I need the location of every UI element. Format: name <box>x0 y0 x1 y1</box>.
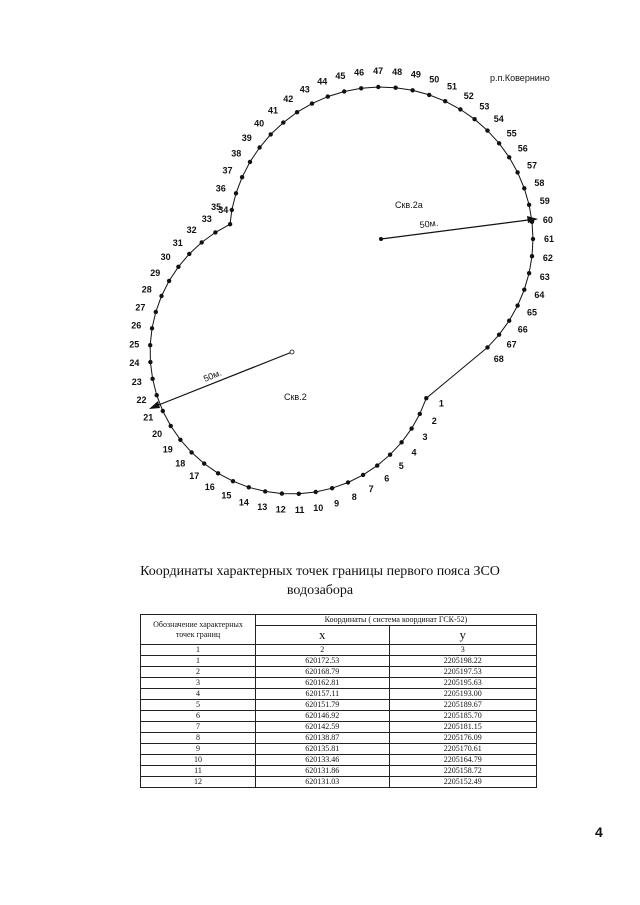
x-coordinate-cell: 620142.59 <box>256 722 390 733</box>
boundary-point <box>263 489 267 493</box>
boundary-point <box>216 471 220 475</box>
boundary-line <box>150 87 533 494</box>
x-coordinate-cell: 620168.79 <box>256 667 390 678</box>
y-coordinate-cell: 2205158.72 <box>389 766 536 777</box>
point-label: 38 <box>231 148 242 159</box>
point-label: 6 <box>384 473 390 484</box>
point-label: 54 <box>493 114 504 125</box>
boundary-point <box>234 191 238 195</box>
x-coordinate-cell: 620138.87 <box>256 733 390 744</box>
point-label: 45 <box>335 71 346 81</box>
point-number-cell: 10 <box>141 755 256 766</box>
point-label: 17 <box>189 471 200 482</box>
point-label: 24 <box>129 358 140 369</box>
y-coordinate-cell: 2205176.09 <box>389 733 536 744</box>
boundary-point <box>280 491 284 495</box>
point-label: 52 <box>463 90 474 101</box>
point-label: 13 <box>257 502 268 513</box>
radius-arrowhead-well-2 <box>149 401 160 409</box>
boundary-point <box>515 170 519 174</box>
point-label: 61 <box>543 234 555 244</box>
boundary-point <box>231 479 235 483</box>
point-label: 47 <box>373 66 384 76</box>
point-label: 57 <box>526 160 538 171</box>
boundary-point <box>159 294 163 298</box>
table-row <box>141 689 537 700</box>
point-label: 2 <box>431 415 437 426</box>
boundary-point <box>257 145 261 149</box>
point-label: 40 <box>254 118 265 129</box>
point-label: 18 <box>175 458 186 469</box>
boundary-point <box>189 450 193 454</box>
place-label: р.п.Ковернино <box>490 73 550 83</box>
boundary-point <box>310 101 314 105</box>
point-label: 3 <box>422 432 428 443</box>
boundary-point <box>472 117 476 121</box>
point-label: 43 <box>299 84 310 95</box>
boundary-point <box>169 424 173 428</box>
boundary-point <box>522 288 526 292</box>
table-row <box>141 678 537 689</box>
column-number: 3 <box>389 645 536 656</box>
page-number: 4 <box>595 824 603 840</box>
point-label: 51 <box>446 81 458 92</box>
boundary-point <box>167 279 171 283</box>
boundary-point <box>148 360 152 364</box>
point-label: 67 <box>506 339 517 350</box>
point-designation-header: Обозначение характерных точек границ <box>141 615 256 645</box>
boundary-point <box>155 393 159 397</box>
point-number-cell: 3 <box>141 678 256 689</box>
point-number-cell: 7 <box>141 722 256 733</box>
boundary-point <box>187 252 191 256</box>
boundary-point <box>418 412 422 416</box>
boundary-point <box>342 89 346 93</box>
point-label: 63 <box>539 271 550 282</box>
well-2a-label: Скв.2а <box>395 200 423 210</box>
boundary-point <box>527 203 531 207</box>
boundary-point <box>485 345 489 349</box>
point-label: 29 <box>150 267 161 278</box>
y-coordinate-cell: 2205152.49 <box>389 777 536 788</box>
boundary-point <box>202 461 206 465</box>
point-label: 62 <box>542 253 553 263</box>
table-row <box>141 700 537 711</box>
table-row <box>141 667 537 678</box>
point-label: 12 <box>275 504 286 515</box>
boundary-point <box>230 208 234 212</box>
y-coordinate-cell: 2205198.22 <box>389 656 536 667</box>
boundary-point <box>228 222 232 226</box>
point-label: 1 <box>438 398 444 409</box>
boundary-point <box>154 310 158 314</box>
point-label: 59 <box>539 196 550 207</box>
point-label: 44 <box>317 76 328 87</box>
y-coordinate-cell: 2205189.67 <box>389 700 536 711</box>
point-label: 49 <box>410 69 421 80</box>
boundary-point <box>359 86 363 90</box>
boundary-point <box>427 93 431 97</box>
point-label: 64 <box>534 290 545 301</box>
point-number-cell: 6 <box>141 711 256 722</box>
table-row <box>141 755 537 766</box>
point-label: 10 <box>313 502 324 513</box>
point-label: 30 <box>160 252 171 263</box>
point-label: 19 <box>162 444 173 455</box>
point-label: 27 <box>135 302 146 313</box>
boundary-point <box>515 303 519 307</box>
point-label: 68 <box>493 353 504 364</box>
point-label: 55 <box>506 128 517 139</box>
point-number-cell: 1 <box>141 656 256 667</box>
point-label: 53 <box>479 101 490 112</box>
point-number-cell: 9 <box>141 744 256 755</box>
boundary-point <box>399 440 403 444</box>
boundary-point <box>346 480 350 484</box>
boundary-layer <box>148 85 538 496</box>
point-number-cell: 2 <box>141 667 256 678</box>
column-number: 1 <box>141 645 256 656</box>
boundary-point <box>150 326 154 330</box>
point-label: 11 <box>294 504 305 515</box>
point-label: 39 <box>241 132 252 143</box>
boundary-point <box>297 492 301 496</box>
y-coordinate-cell: 2205181.15 <box>389 722 536 733</box>
y-coordinate-cell: 2205170.61 <box>389 744 536 755</box>
boundary-point <box>522 186 526 190</box>
point-label: 26 <box>131 320 142 331</box>
x-coordinate-cell: 620157.11 <box>256 689 390 700</box>
point-number-cell: 12 <box>141 777 256 788</box>
boundary-point <box>530 254 534 258</box>
coordinates-table-body <box>141 656 537 788</box>
table-row <box>141 744 537 755</box>
boundary-point <box>150 377 154 381</box>
table-row <box>141 722 537 733</box>
boundary-point <box>361 473 365 477</box>
point-label: 21 <box>143 412 154 423</box>
point-label: 66 <box>517 324 528 335</box>
point-label: 34 <box>218 204 229 215</box>
boundary-point <box>507 319 511 323</box>
y-coordinate-cell: 2205185.70 <box>389 711 536 722</box>
x-coordinate-cell: 620131.03 <box>256 777 390 788</box>
point-label: 58 <box>534 177 545 188</box>
radius-line-well-2 <box>151 352 292 408</box>
boundary-point <box>375 463 379 467</box>
boundary-point <box>213 230 217 234</box>
boundary-point <box>527 271 531 275</box>
point-label: 42 <box>283 93 294 104</box>
well-2a-center <box>379 237 383 241</box>
boundary-point <box>376 85 380 89</box>
boundary-point <box>314 490 318 494</box>
column-number: 2 <box>256 645 390 656</box>
boundary-point <box>410 88 414 92</box>
point-label: 60 <box>542 215 553 225</box>
point-label: 46 <box>354 67 365 78</box>
radius-label-well-2a: 50м. <box>419 217 439 230</box>
point-label: 16 <box>204 481 215 492</box>
boundary-point <box>330 486 334 490</box>
x-column-header: x <box>256 626 390 645</box>
boundary-point <box>295 110 299 114</box>
point-label: 65 <box>526 307 538 318</box>
point-label: 28 <box>141 284 152 295</box>
boundary-point <box>178 438 182 442</box>
boundary-point <box>240 175 244 179</box>
x-coordinate-cell: 620131.86 <box>256 766 390 777</box>
point-label: 41 <box>267 105 279 116</box>
y-coordinate-cell: 2205193.00 <box>389 689 536 700</box>
boundary-point <box>161 409 165 413</box>
y-column-header: y <box>389 626 536 645</box>
boundary-point <box>148 343 152 347</box>
point-number-cell: 5 <box>141 700 256 711</box>
point-number-cell: 4 <box>141 689 256 700</box>
point-label: 23 <box>131 376 142 387</box>
x-coordinate-cell: 620135.81 <box>256 744 390 755</box>
radius-label-well-2: 50м. <box>202 367 224 384</box>
x-coordinate-cell: 620172.53 <box>256 656 390 667</box>
point-label: 25 <box>129 339 140 350</box>
boundary-point <box>531 237 535 241</box>
table-row <box>141 766 537 777</box>
point-label: 33 <box>201 214 212 224</box>
boundary-point <box>200 240 204 244</box>
x-coordinate-cell: 620133.46 <box>256 755 390 766</box>
table-row <box>141 711 537 722</box>
boundary-point <box>248 160 252 164</box>
boundary-point <box>497 141 501 145</box>
point-label: 20 <box>152 429 163 440</box>
table-row <box>141 733 537 744</box>
point-label: 56 <box>517 143 528 154</box>
boundary-point <box>507 155 511 159</box>
point-label: 48 <box>392 66 403 77</box>
x-coordinate-cell: 620162.81 <box>256 678 390 689</box>
boundary-point <box>247 485 251 489</box>
boundary-point <box>485 128 489 132</box>
boundary-point <box>458 107 462 111</box>
y-coordinate-cell: 2205195.63 <box>389 678 536 689</box>
well-2-label: Скв.2 <box>284 392 307 402</box>
y-coordinate-cell: 2205197.53 <box>389 667 536 678</box>
point-label: 31 <box>172 237 183 248</box>
table-row <box>141 777 537 788</box>
point-label: 50 <box>429 74 440 85</box>
table-row <box>141 656 537 667</box>
point-label: 7 <box>368 483 374 494</box>
point-label: 8 <box>351 492 357 503</box>
boundary-point <box>443 99 447 103</box>
point-label: 36 <box>215 183 226 194</box>
caption-line-1: Координаты характерных точек границы первого пояса ЗСО <box>140 564 500 579</box>
boundary-point <box>497 333 501 337</box>
point-label: 4 <box>411 447 417 458</box>
caption-line-2: водозабора <box>286 583 354 598</box>
y-coordinate-cell: 2205164.79 <box>389 755 536 766</box>
boundary-point <box>388 453 392 457</box>
point-label: 5 <box>398 461 404 472</box>
point-number-cell: 11 <box>141 766 256 777</box>
boundary-point <box>326 94 330 98</box>
point-label: 14 <box>238 497 249 508</box>
boundary-point <box>269 132 273 136</box>
point-label: 15 <box>221 490 232 501</box>
boundary-point <box>409 426 413 430</box>
coordinates-table <box>140 614 537 788</box>
coordinates-header: Координаты ( система координат ГСК-52) <box>256 615 537 626</box>
point-label: 35 <box>211 201 222 212</box>
x-coordinate-cell: 620146.92 <box>256 711 390 722</box>
boundary-point <box>176 265 180 269</box>
point-label: 22 <box>136 395 147 406</box>
boundary-point <box>281 120 285 124</box>
point-number-cell: 8 <box>141 733 256 744</box>
radius-line-well-2a <box>381 219 536 239</box>
x-coordinate-cell: 620151.79 <box>256 700 390 711</box>
point-label: 32 <box>186 225 197 235</box>
point-label: 9 <box>334 498 340 509</box>
boundary-point <box>424 396 428 400</box>
point-label: 37 <box>222 165 233 176</box>
well-2-center <box>290 350 294 354</box>
boundary-point <box>393 86 397 90</box>
